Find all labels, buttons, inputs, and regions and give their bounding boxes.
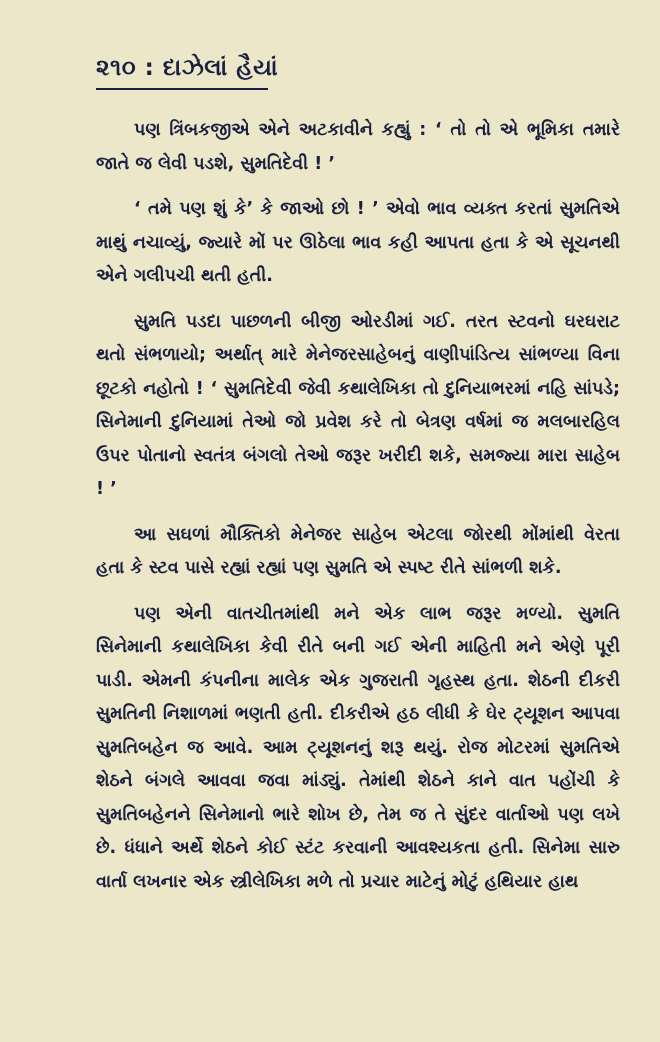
paragraph-3: સુમતિ પડદા પાછળની બીજી ઓરડીમાં ગઈ. તરત સ્ટવનો ઘરઘરાટ થતો સંભળાયો; અર્થાત્ મારે મેનેજરસાહેબનું વાણીપાંડિત્ય સાંભળ્યા વિના છૂટકો નહોતો ! ‘ સુમતિદેવી જેવી કથાલેખિકા તો દુનિયાભરમાં નહિ સાંપડે; સિનેમાની દુનિયામાં તેઓ જો પ્રવેશ કરે તો બેત્રણ વર્ષમાં જ મલબારહિલ ઉપર પોતાનો સ્વતંત્ર બંગલો તેઓ જરૂર ખરીદી શકે, સમજ્યા મારા સાહેબ ! ’ <box>96 311 620 499</box>
running-header: ૨૧૦ : દાઝેલાં હૈયાં <box>96 55 279 81</box>
paragraph-1: પણ ત્રિંબકજીએ એને અટકાવીને કહ્યું : ‘ તો તો એ ભૂમિકા તમારે જાતે જ લેવી પડશે, સુમતિદેવી ! ’ <box>96 120 620 174</box>
paragraph-2: ‘ તમે પણ શું કે’ કે જાઓ છો ! ’ એવો ભાવ વ્યક્ત કરતાં સુમતિએ માથું નચાવ્યું, જ્યારે મોં પર ઊઠેલા ભાવ કહી આપતા હતા કે એ સૂચનથી એને ગલીપચી થતી હતી. <box>96 199 620 286</box>
paragraph-5: પણ એની વાતચીતમાંથી મને એક લાભ જરૂર મળ્યો. સુમતિ સિનેમાની કથાલેખિકા કેવી રીતે બની ગઈ એની માહિતી મને એણે પૂરી પાડી. એમની કંપનીના માલેક એક ગુજરાતી ગૃહસ્થ હતા. શેઠની દીકરી સુમતિની નિશાળમાં ભણતી હતી. દીકરીએ હઠ લીધી કે ઘેર ટ્યૂશન આપવા સુમતિબહેન જ આવે. આમ ટ્યૂશનનું શરૂ થયું. રોજ મોટરમાં સુમતિએ શેઠને બંગલે આવવા જવા માંડ્યું. તેમાંથી શેઠને કાને વાત પહોંચી કે સુમતિબહેનને સિનેમાનો ભારે શોખ છે, તેમ જ તે સુંદર વાર્તાઓ પણ લખે છે. ધંધાને અર્થે શેઠને કોઈ સ્ટંટ કરવાની આવશ્યકતા હતી. સિનેમા સારુ વાર્તા લખનાર એક સ્ત્રીલેખિકા મળે તો પ્રચાર માટેનું મોટું હથિયાર હાથ <box>96 603 620 892</box>
paragraph-4: આ સઘળાં મૌક્તિકો મેનેજર સાહેબ એટલા જોરથી મોંમાંથી વેરતા હતા કે સ્ટવ પાસે રહ્યાં રહ્યાં પણ સુમતિ એ સ્પષ્ટ રીતે સાંભળી શકે. <box>96 524 620 578</box>
header-underline <box>96 88 268 90</box>
